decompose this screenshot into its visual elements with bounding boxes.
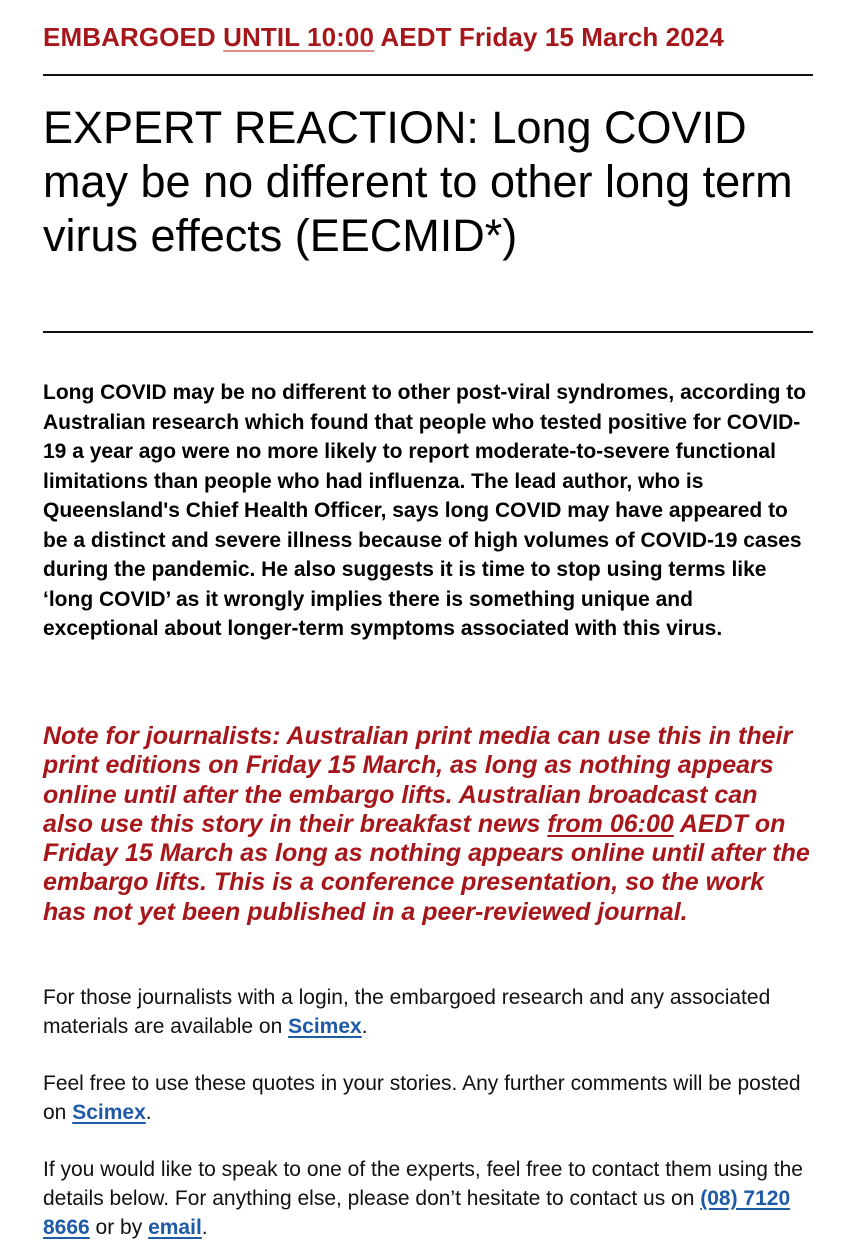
contact-middle: or by (89, 1216, 149, 1239)
embargo-date: AEDT Friday 15 March 2024 (374, 22, 724, 52)
quotes-end: . (145, 1101, 152, 1124)
phone-link[interactable]: (08) 7120 8666 (43, 1187, 791, 1239)
top-divider (43, 74, 813, 76)
login-paragraph (43, 983, 813, 1041)
broadcast-time: from 06:00 (547, 809, 674, 838)
journalist-note (43, 722, 813, 927)
note-part-1: Note for journalists: Australian print media can use this in their print editions on Friday 15 March, as long as nothing appears online until after the embargo lifts. Australian broadcast can also use this story in their breakfast news (43, 722, 793, 838)
login-end: . (361, 1015, 368, 1038)
bottom-divider (43, 331, 813, 333)
scimex-link[interactable]: Scimex (288, 1015, 362, 1038)
login-text: For those journalists with a login, the embargoed research and any associated materials are available on (43, 986, 771, 1038)
embargo-prefix: EMBARGOED (43, 22, 224, 52)
embargo-notice (43, 22, 813, 53)
scimex-link[interactable]: Scimex (72, 1101, 146, 1124)
contact-paragraph (43, 1155, 813, 1242)
contact-end: . (201, 1216, 208, 1239)
summary-paragraph: Long COVID may be no different to other post-viral syndromes, according to Australian research which found that people who tested positive for COVID-19 a year ago were no more likely to report moderate-to-severe functional limitations than people who had influenza. The lead author, who is Queensland's Chief Health Officer, says long COVID may have appeared to be a distinct and severe illness because of high volumes of COVID-19 cases during the pandemic. He also suggests it is time to stop using terms like ‘long COVID’ as it wrongly implies there is something unique and exceptional about longer-term symptoms associated with this virus. (43, 381, 807, 640)
quotes-text: Feel free to use these quotes in your stories. Any further comments will be posted on (43, 1072, 801, 1124)
contact-text: If you would like to speak to one of the experts, feel free to contact them using the details below. For anything else, please don’t hesitate to contact us on (43, 1158, 803, 1210)
email-link[interactable]: email (148, 1216, 202, 1239)
quotes-paragraph (43, 1069, 813, 1127)
page-title: EXPERT REACTION: Long COVID may be no different to other long term virus effects (EECMID*) (43, 102, 793, 261)
embargo-time: UNTIL 10:00 (223, 22, 375, 52)
note-part-2: AEDT on Friday 15 March as long as nothing appears online until after the embargo lifts. This is a conference presentation, so the work has not yet been published in a peer-reviewed journal. (43, 809, 810, 926)
